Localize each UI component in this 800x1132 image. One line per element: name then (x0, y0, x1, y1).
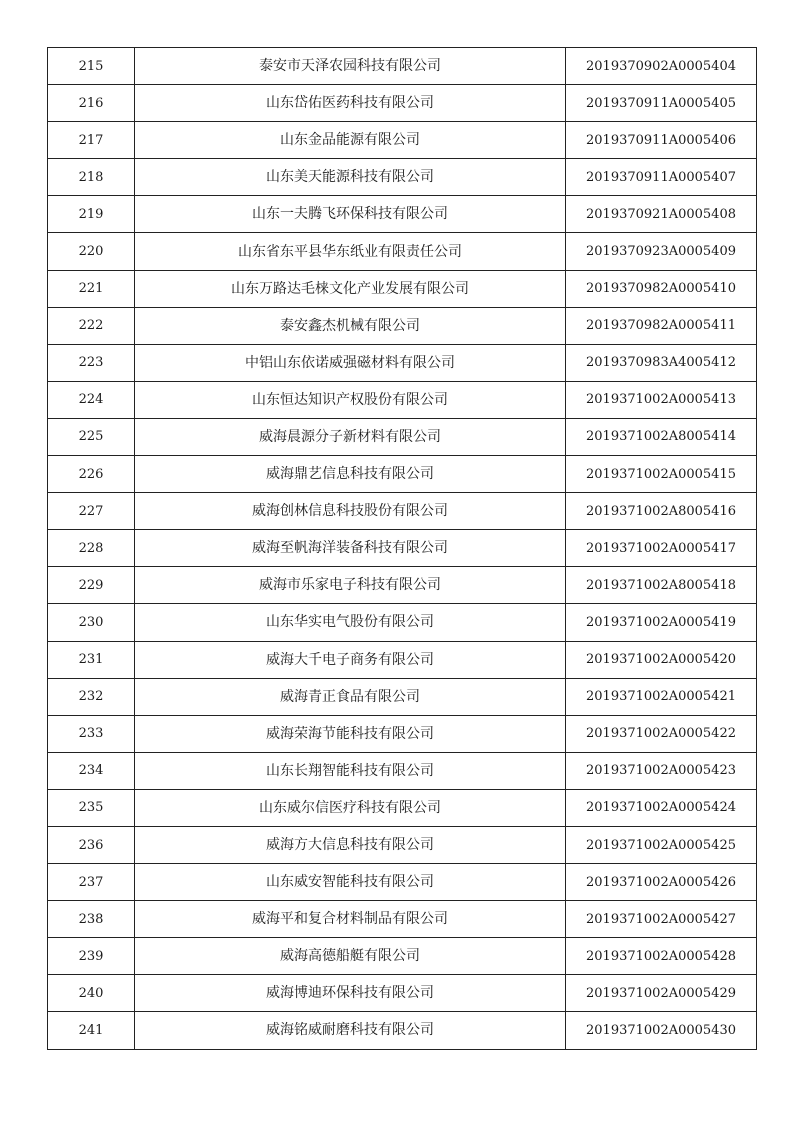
table-row (48, 381, 757, 418)
registration-code-cell: 2019371002A0005420 (566, 641, 757, 678)
table-row (48, 270, 757, 307)
table-row (48, 1012, 757, 1049)
table-row (48, 493, 757, 530)
company-name-cell: 威海创林信息科技股份有限公司 (135, 493, 566, 530)
row-number-cell: 238 (48, 901, 135, 938)
row-number-cell: 217 (48, 122, 135, 159)
row-number-cell: 231 (48, 641, 135, 678)
registration-code-cell: 2019371002A0005423 (566, 752, 757, 789)
company-name-cell: 威海荣海节能科技有限公司 (135, 715, 566, 752)
row-number-cell: 236 (48, 826, 135, 863)
table-row (48, 938, 757, 975)
registration-code-cell: 2019371002A0005424 (566, 789, 757, 826)
company-name-cell: 中铝山东依诺威强磁材料有限公司 (135, 344, 566, 381)
row-number-cell: 230 (48, 604, 135, 641)
row-number-cell: 223 (48, 344, 135, 381)
row-number-cell: 232 (48, 678, 135, 715)
row-number-cell: 227 (48, 493, 135, 530)
registration-code-cell: 2019370983A4005412 (566, 344, 757, 381)
registration-code-cell: 2019371002A0005422 (566, 715, 757, 752)
row-number-cell: 241 (48, 1012, 135, 1049)
registration-code-cell: 2019370902A0005404 (566, 48, 757, 85)
company-name-cell: 山东恒达知识产权股份有限公司 (135, 381, 566, 418)
table-row (48, 604, 757, 641)
table-row (48, 233, 757, 270)
company-name-cell: 威海至帆海洋装备科技有限公司 (135, 530, 566, 567)
company-name-cell: 山东省东平县华东纸业有限责任公司 (135, 233, 566, 270)
company-name-cell: 山东华实电气股份有限公司 (135, 604, 566, 641)
registration-code-cell: 2019371002A0005427 (566, 901, 757, 938)
company-name-cell: 山东威安智能科技有限公司 (135, 864, 566, 901)
registration-code-cell: 2019370911A0005405 (566, 85, 757, 122)
registration-code-cell: 2019370911A0005406 (566, 122, 757, 159)
table-row (48, 901, 757, 938)
row-number-cell: 221 (48, 270, 135, 307)
company-name-cell: 威海鼎艺信息科技有限公司 (135, 456, 566, 493)
registration-code-cell: 2019371002A8005414 (566, 418, 757, 455)
row-number-cell: 234 (48, 752, 135, 789)
row-number-cell: 219 (48, 196, 135, 233)
company-registry-table (47, 47, 757, 1050)
company-name-cell: 泰安市天泽农园科技有限公司 (135, 48, 566, 85)
registration-code-cell: 2019371002A8005416 (566, 493, 757, 530)
company-name-cell: 山东一夫腾飞环保科技有限公司 (135, 196, 566, 233)
row-number-cell: 216 (48, 85, 135, 122)
registration-code-cell: 2019370921A0005408 (566, 196, 757, 233)
row-number-cell: 240 (48, 975, 135, 1012)
table-row (48, 530, 757, 567)
table-row (48, 975, 757, 1012)
row-number-cell: 229 (48, 567, 135, 604)
table-row (48, 715, 757, 752)
table-body (48, 48, 757, 1050)
registration-code-cell: 2019371002A0005417 (566, 530, 757, 567)
table-row (48, 789, 757, 826)
company-name-cell: 威海大千电子商务有限公司 (135, 641, 566, 678)
registration-code-cell: 2019371002A0005426 (566, 864, 757, 901)
company-name-cell: 山东万路达毛梾文化产业发展有限公司 (135, 270, 566, 307)
company-name-cell: 威海方大信息科技有限公司 (135, 826, 566, 863)
row-number-cell: 237 (48, 864, 135, 901)
company-name-cell: 威海青正食品有限公司 (135, 678, 566, 715)
registration-code-cell: 2019370982A0005411 (566, 307, 757, 344)
table-row (48, 418, 757, 455)
table-row (48, 196, 757, 233)
registration-code-cell: 2019370982A0005410 (566, 270, 757, 307)
registration-code-cell: 2019371002A0005429 (566, 975, 757, 1012)
table-row (48, 752, 757, 789)
company-name-cell: 山东岱佑医药科技有限公司 (135, 85, 566, 122)
company-name-cell: 威海高德船艇有限公司 (135, 938, 566, 975)
row-number-cell: 233 (48, 715, 135, 752)
registration-code-cell: 2019371002A8005418 (566, 567, 757, 604)
registration-code-cell: 2019371002A0005430 (566, 1012, 757, 1049)
company-name-cell: 威海铭威耐磨科技有限公司 (135, 1012, 566, 1049)
registration-code-cell: 2019371002A0005428 (566, 938, 757, 975)
row-number-cell: 220 (48, 233, 135, 270)
table-row (48, 48, 757, 85)
row-number-cell: 239 (48, 938, 135, 975)
row-number-cell: 225 (48, 418, 135, 455)
registration-code-cell: 2019370911A0005407 (566, 159, 757, 196)
table-row (48, 864, 757, 901)
row-number-cell: 222 (48, 307, 135, 344)
row-number-cell: 235 (48, 789, 135, 826)
row-number-cell: 218 (48, 159, 135, 196)
table-row (48, 641, 757, 678)
registration-code-cell: 2019371002A0005413 (566, 381, 757, 418)
company-name-cell: 威海平和复合材料制品有限公司 (135, 901, 566, 938)
registration-code-cell: 2019370923A0005409 (566, 233, 757, 270)
table-row (48, 85, 757, 122)
registration-code-cell: 2019371002A0005415 (566, 456, 757, 493)
table-row (48, 307, 757, 344)
company-name-cell: 威海晨源分子新材料有限公司 (135, 418, 566, 455)
registration-code-cell: 2019371002A0005425 (566, 826, 757, 863)
registration-code-cell: 2019371002A0005421 (566, 678, 757, 715)
table-row (48, 826, 757, 863)
table-row (48, 678, 757, 715)
company-name-cell: 山东威尔信医疗科技有限公司 (135, 789, 566, 826)
company-name-cell: 山东美天能源科技有限公司 (135, 159, 566, 196)
registration-code-cell: 2019371002A0005419 (566, 604, 757, 641)
table-row (48, 159, 757, 196)
table-row (48, 344, 757, 381)
table-row (48, 122, 757, 159)
company-name-cell: 泰安鑫杰机械有限公司 (135, 307, 566, 344)
company-name-cell: 威海博迪环保科技有限公司 (135, 975, 566, 1012)
row-number-cell: 215 (48, 48, 135, 85)
table-row (48, 567, 757, 604)
table-row (48, 456, 757, 493)
company-name-cell: 威海市乐家电子科技有限公司 (135, 567, 566, 604)
company-name-cell: 山东长翔智能科技有限公司 (135, 752, 566, 789)
company-name-cell: 山东金品能源有限公司 (135, 122, 566, 159)
row-number-cell: 228 (48, 530, 135, 567)
row-number-cell: 226 (48, 456, 135, 493)
row-number-cell: 224 (48, 381, 135, 418)
